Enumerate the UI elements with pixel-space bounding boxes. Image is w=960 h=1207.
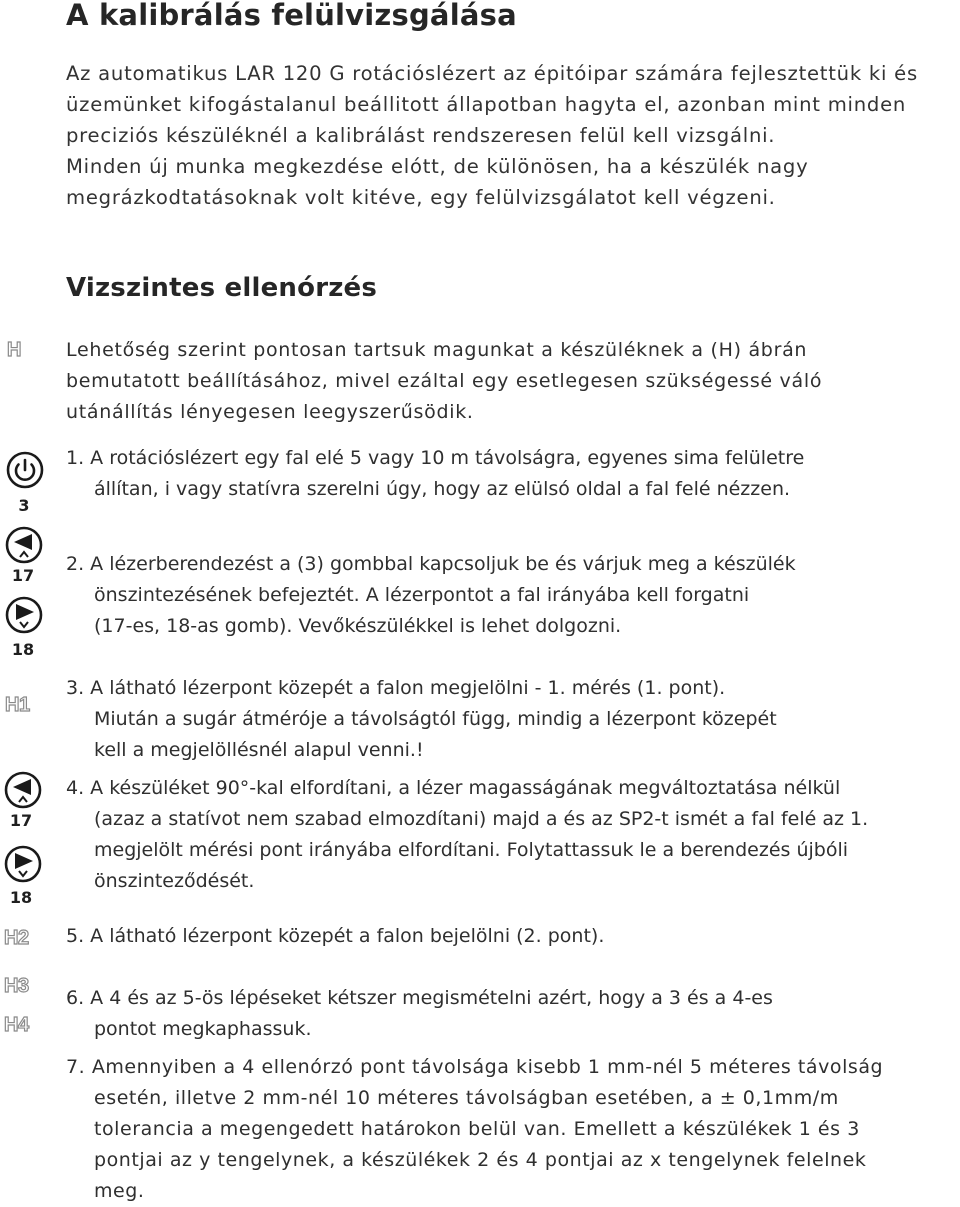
- step-line: 2. A lézerberendezést a (3) gombbal kapcsoljuk be és várjuk meg a készülék: [66, 553, 796, 575]
- rotate-left-icon: [4, 771, 42, 809]
- step-5: [66, 921, 604, 952]
- button-number-3: 3: [18, 496, 30, 515]
- step-line: 7. Amennyiben a 4 ellenórzó pont távolsága kisebb 1 mm-nél 5 méteres távolság: [66, 1056, 884, 1078]
- intro-line: üzemünket kifogástalanul beállitott állapotban hagyta el, azonban mint minden: [66, 93, 907, 116]
- step-line: megjelölt mérési pont irányába elfordítani. Folytattassuk le a berendezés újbóli: [94, 839, 849, 861]
- intro-line: Az automatikus LAR 120 G rotációslézert az épitóipar számára fejlesztettük ki és: [66, 62, 918, 85]
- step-line: önszintezésének befejeztét. A lézerpontot a fal irányába kell forgatni: [94, 584, 750, 606]
- step-line: meg.: [94, 1180, 145, 1202]
- button-number-18: 18: [11, 640, 35, 659]
- button-number-18: 18: [9, 888, 33, 907]
- step-1: [66, 443, 804, 505]
- step-line: 1. A rotációslézert egy fal elé 5 vagy 10 m távolságra, egyenes sima felületre: [66, 447, 805, 469]
- rotate-right-icon: [4, 845, 42, 883]
- page-title: A kalibrálás felülvizsgálása: [66, 0, 517, 32]
- step-4: [66, 773, 868, 897]
- intro-line: megrázkodtatásoknak volt kitéve, egy felülvizsgálatot kell végzeni.: [66, 186, 776, 209]
- step-7: [66, 1052, 883, 1207]
- figure-ref-h1: H1: [5, 694, 30, 716]
- step-line: esetén, illetve 2 mm-nél 10 méteres távolságban esetében, a ± 0,1mm/m: [94, 1087, 839, 1109]
- section-title: Vizszintes ellenórzés: [66, 273, 378, 303]
- step-line: 5. A látható lézerpont közepét a falon bejelölni (2. pont).: [66, 925, 605, 947]
- step-line: 6. A 4 és az 5-ös lépéseket kétszer megismételni azért, hogy a 3 és a 4-es: [66, 987, 773, 1009]
- step-line: 4. A készüléket 90°-kal elfordítani, a lézer magasságának megváltoztatása nélkül: [66, 777, 841, 799]
- step-line: kell a megjelöllésnél alapul venni.!: [94, 739, 424, 761]
- step-line: tolerancia a megengedett határokon belül van. Emellett a készülékek 1 és 3: [94, 1118, 860, 1140]
- step-line: állítan, i vagy statívra szerelni úgy, hogy az elülsó oldal a fal felé nézzen.: [94, 478, 791, 500]
- step-line: Miután a sugár átméróje a távolságtól függ, mindig a lézerpont közepét: [94, 708, 777, 730]
- step-line: (azaz a statívot nem szabad elmozdítani) majd a és az SP2-t ismét a fal felé az 1.: [94, 808, 869, 830]
- step-2: [66, 549, 796, 642]
- figure-ref-h4: H4: [4, 1014, 29, 1036]
- figure-ref-h: H: [7, 339, 21, 361]
- intro-paragraph: [66, 58, 956, 213]
- intro-line: Minden új munka megkezdése elótt, de különösen, ha a készülék nagy: [66, 155, 809, 178]
- paragraph-line: Lehetőség szerint pontosan tartsuk magunkat a készüléknek a (H) ábrán: [66, 339, 808, 361]
- power-icon: [6, 451, 44, 489]
- intro-line: preciziós készüléknél a kalibrálást rendszeresen felül kell vizsgálni.: [66, 124, 776, 147]
- paragraph-line: utánállítás lényegesen leegyszerűsödik.: [66, 401, 474, 423]
- step-6: [66, 983, 773, 1045]
- figure-ref-h2: H2: [4, 927, 29, 949]
- section-paragraph: [66, 335, 822, 428]
- step-line: (17-es, 18-as gomb). Vevőkészülékkel is lehet dolgozni.: [94, 615, 622, 637]
- step-line: 3. A látható lézerpont közepét a falon megjelölni - 1. mérés (1. pont).: [66, 677, 726, 699]
- rotate-left-icon: [5, 526, 43, 564]
- paragraph-line: bemutatott beállításához, mivel ezáltal egy esetlegesen szükségessé váló: [66, 370, 823, 392]
- step-line: pontjai az y tengelynek, a készülékek 2 és 4 pontjai az x tengelynek felelnek: [94, 1149, 867, 1171]
- step-line: pontot megkaphassuk.: [94, 1018, 312, 1040]
- figure-ref-h3: H3: [4, 975, 29, 997]
- rotate-right-icon: [5, 596, 43, 634]
- step-line: önszinteződését.: [94, 870, 255, 892]
- step-3: [66, 673, 777, 766]
- button-number-17: 17: [9, 811, 33, 830]
- button-number-17: 17: [11, 566, 35, 585]
